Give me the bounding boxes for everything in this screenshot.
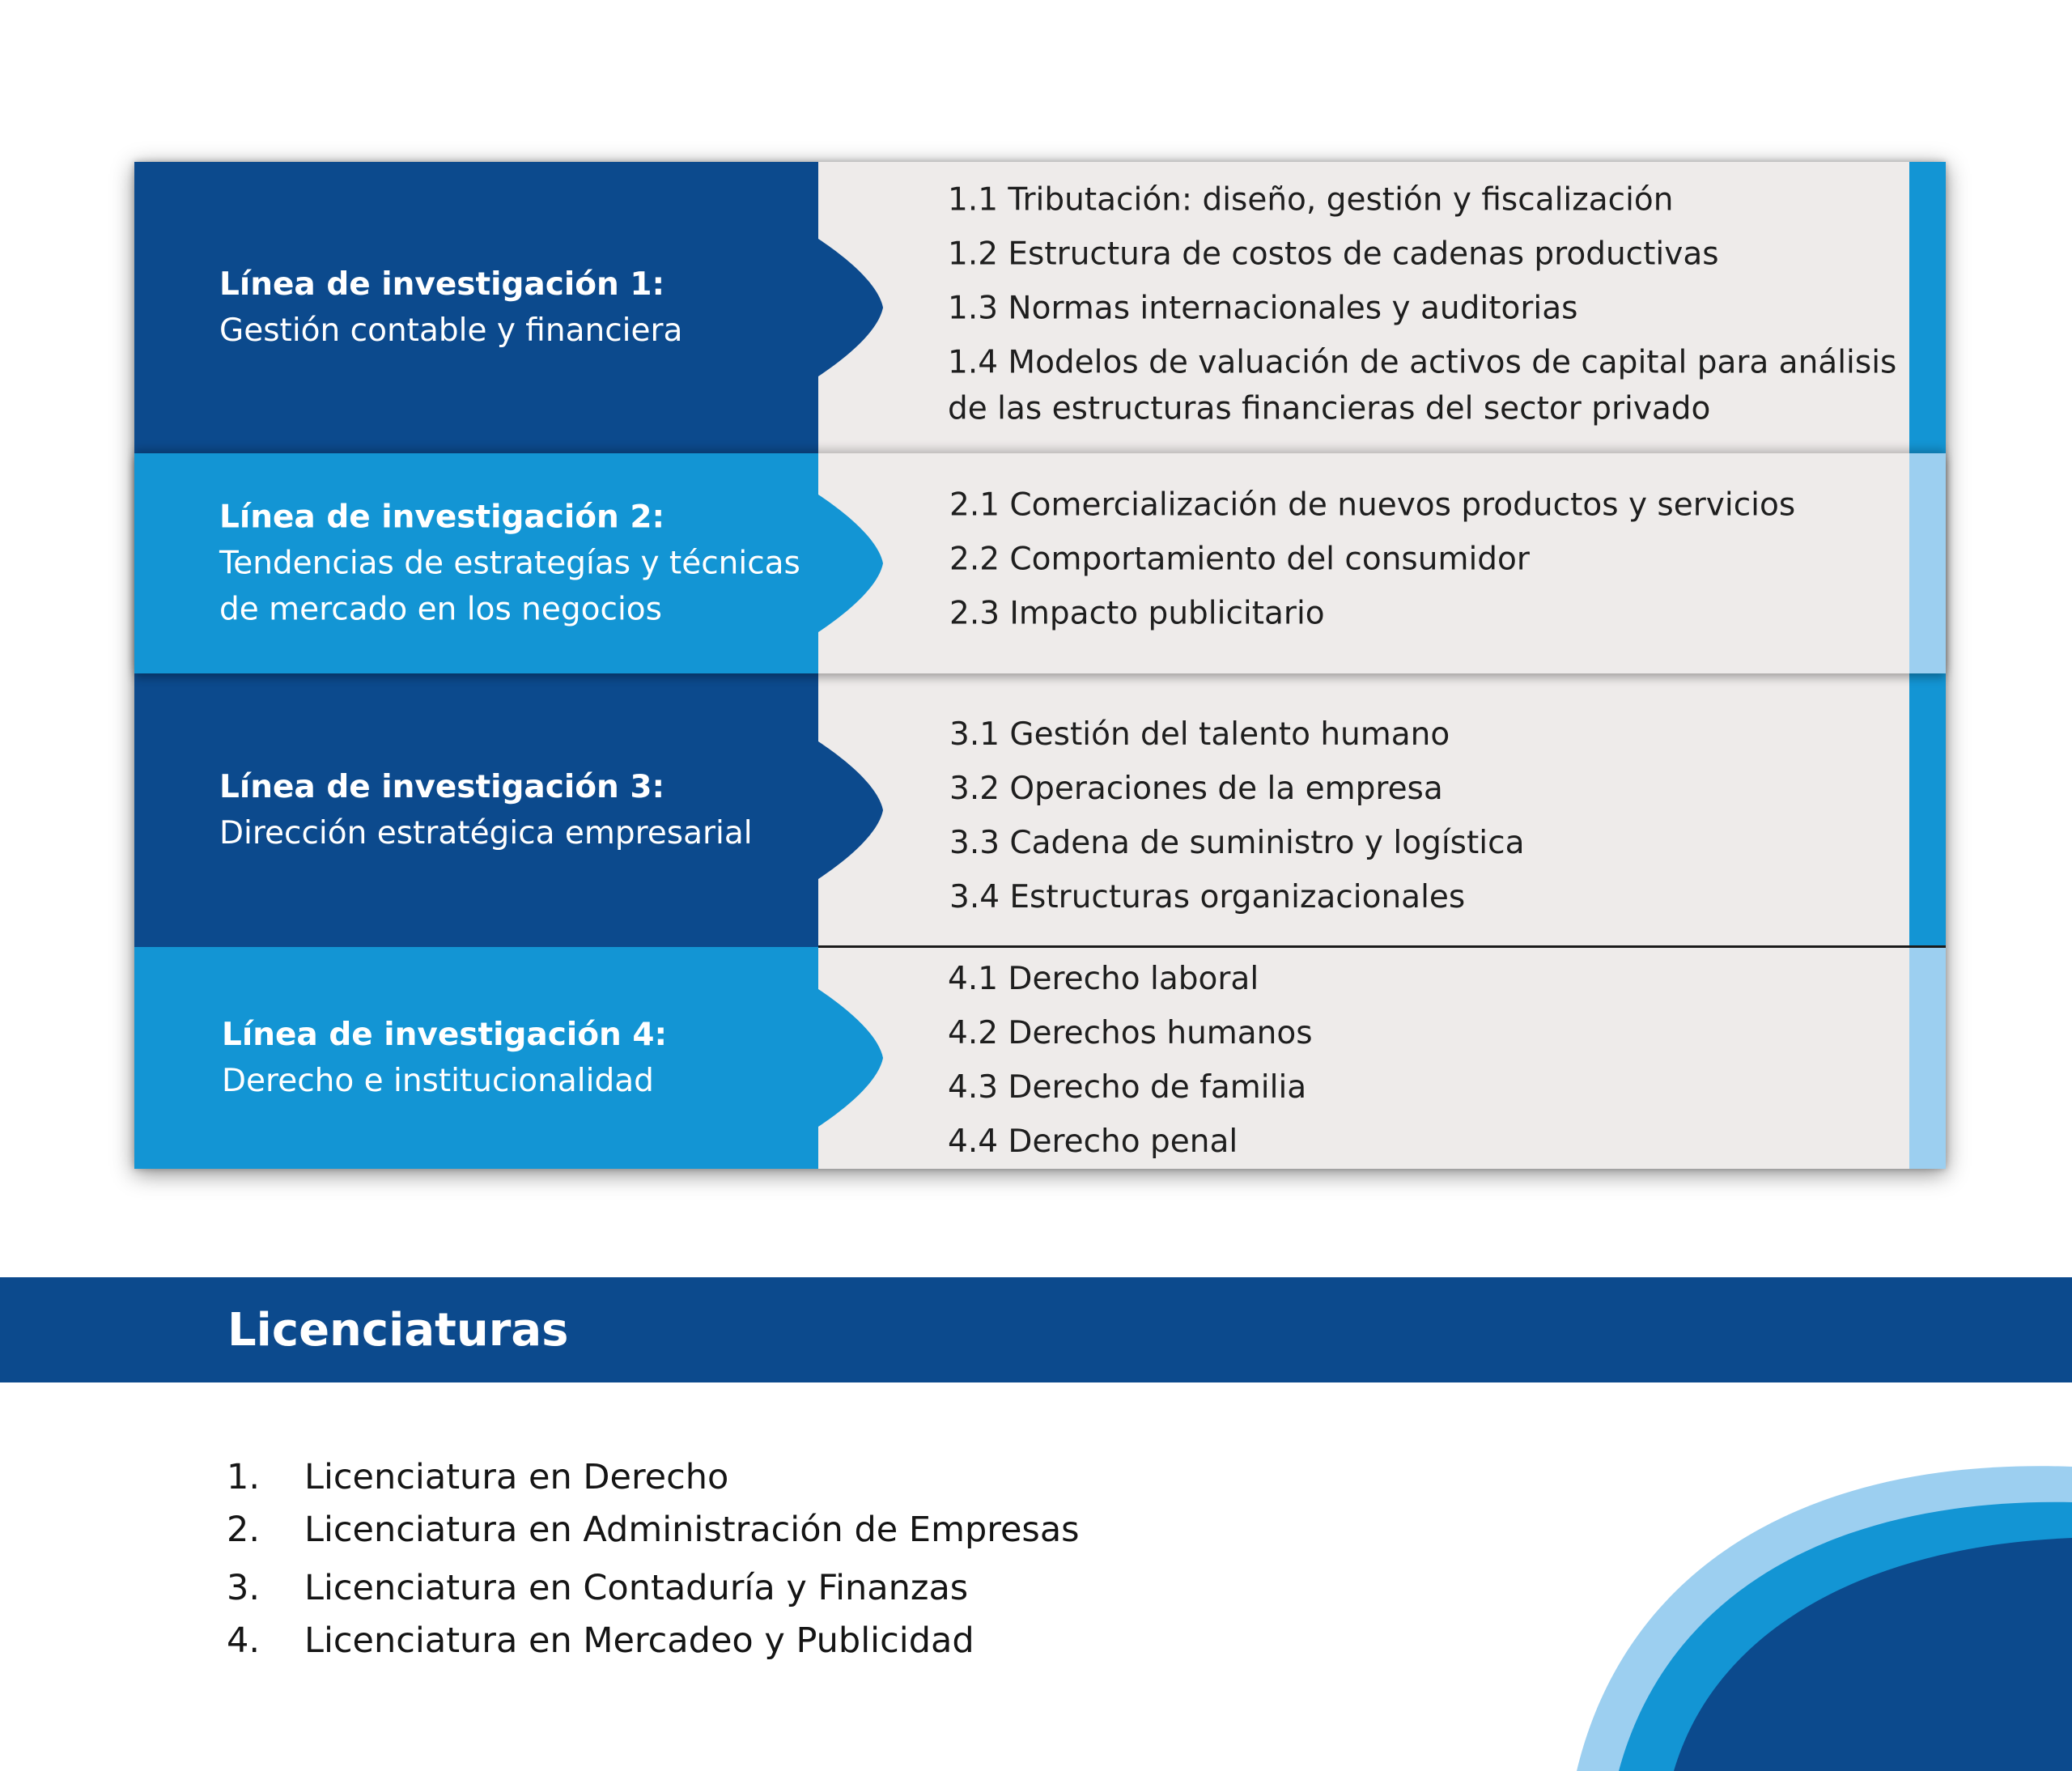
accent-strip — [1909, 673, 1946, 947]
topic-item: 4.3 Derecho de familia — [948, 1068, 1307, 1106]
research-line-1 — [134, 162, 1946, 453]
research-lines-table — [134, 162, 1946, 1169]
research-line-1-topics — [948, 177, 1911, 432]
research-line-1-label — [219, 261, 802, 354]
list-text: Licenciatura en Administración de Empresas — [304, 1510, 1080, 1550]
licenciaturas-banner — [0, 1277, 2072, 1382]
topic-item: 4.2 Derechos humanos — [948, 1014, 1313, 1051]
research-line-4 — [134, 947, 1946, 1169]
topic-item: 1.1 Tributación: diseño, gestión y fiscalización — [948, 181, 1674, 219]
topic-item: 2.2 Comportamiento del consumidor — [949, 541, 1530, 578]
topic-item: 4.1 Derecho laboral — [948, 960, 1259, 997]
research-line-description: Tendencias de estrategías y técnicas de mercado en los negocios — [219, 545, 800, 628]
topic-item: 2.3 Impacto publicitario — [949, 595, 1325, 632]
topic-item: 1.2 Estructura de costos de cadenas productivas — [948, 236, 1719, 273]
research-line-4-label — [222, 1012, 805, 1104]
research-line-2-topics — [949, 482, 1913, 636]
research-line-3 — [134, 673, 1946, 947]
research-line-3-topics — [949, 711, 1913, 920]
list-text: Licenciatura en Contaduría y Finanzas — [304, 1568, 969, 1608]
arrow-notch-icon — [818, 741, 883, 879]
topic-item: 3.2 Operaciones de la empresa — [949, 770, 1443, 807]
research-line-2-label — [219, 495, 802, 633]
topic-item: 4.4 Derecho penal — [948, 1123, 1238, 1160]
research-line-4-topics — [948, 956, 1911, 1165]
list-text: Licenciatura en Mercadeo y Publicidad — [304, 1620, 974, 1661]
list-number: 4. — [227, 1620, 261, 1661]
research-line-description: Dirección estratégica empresarial — [219, 815, 753, 852]
topic-item: 3.4 Estructuras organizacionales — [949, 878, 1466, 915]
list-number: 3. — [227, 1568, 261, 1608]
list-number: 1. — [227, 1457, 261, 1497]
topic-item: 3.1 Gestión del talento humano — [949, 716, 1450, 753]
topic-item: 3.3 Cadena de suministro y logística — [949, 824, 1525, 861]
accent-strip — [1909, 453, 1946, 673]
section-title: Licenciaturas — [227, 1304, 569, 1357]
accent-strip — [1909, 162, 1946, 453]
row-divider — [818, 945, 1946, 948]
research-line-2 — [134, 453, 1946, 673]
research-line-description: Derecho e institucionalidad — [222, 1063, 654, 1099]
topic-item: 1.4 Modelos de valuación de activos de capital para análisis de las estructuras financieras del sector privado — [948, 344, 1897, 427]
accent-strip — [1909, 947, 1946, 1169]
research-line-description: Gestión contable y financiera — [219, 312, 683, 349]
arrow-notch-icon — [818, 239, 883, 376]
arrow-notch-icon — [818, 495, 883, 632]
topic-item: 1.3 Normas internacionales y auditorias — [948, 290, 1578, 327]
research-line-3-label — [219, 764, 802, 856]
arrow-notch-icon — [818, 989, 883, 1127]
research-line-title: Línea de investigación 3: — [219, 769, 665, 805]
list-number: 2. — [227, 1510, 261, 1550]
research-line-title: Línea de investigación 4: — [222, 1017, 668, 1053]
decorative-arcs — [1538, 1441, 2072, 1771]
list-text: Licenciatura en Derecho — [304, 1457, 729, 1497]
research-line-title: Línea de investigación 1: — [219, 266, 665, 303]
research-line-title: Línea de investigación 2: — [219, 499, 665, 536]
topic-item: 2.1 Comercialización de nuevos productos y servicios — [949, 486, 1796, 524]
